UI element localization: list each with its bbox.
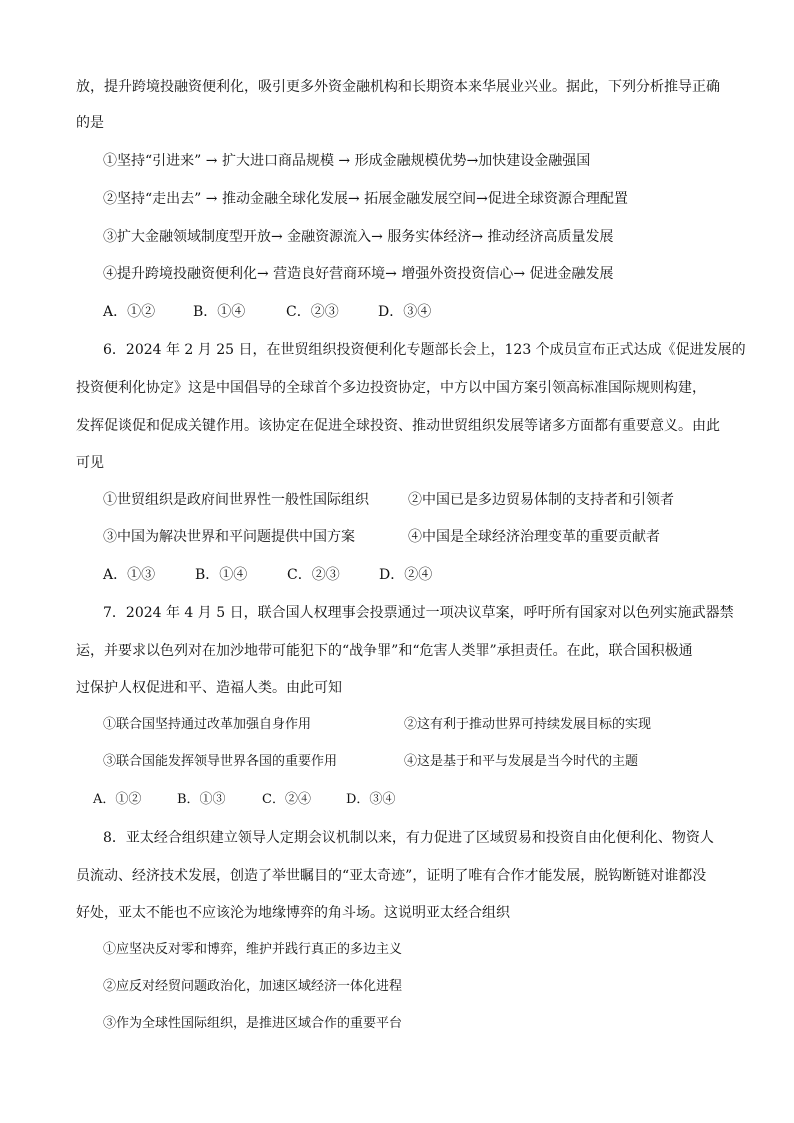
q6-statement-1: ①世贸组织是政府间世界性一般性国际组织 bbox=[103, 492, 369, 508]
q8-statement-2: ②应反对经贸问题政治化，加速区域经济一体化进程 bbox=[103, 979, 403, 994]
q7-statement-3: ③联合国能发挥领导世界各国的重要作用 bbox=[103, 754, 338, 769]
q5-option-c[interactable]: C．②③ bbox=[286, 304, 339, 320]
q7-option-b[interactable]: B．①③ bbox=[177, 792, 226, 807]
q5-statement-2: ②坚持“走出去” → 推动金融全球化发展→ 拓展金融发展空间→促进全球资源合理配置 bbox=[103, 191, 628, 207]
q6-statement-3: ③中国为解决世界和平问题提供中国方案 bbox=[103, 529, 355, 545]
q8-statement-3: ③作为全球性国际组织，是推进区域合作的重要平台 bbox=[103, 1016, 403, 1031]
q7-stem-line-2: 运，并要求以色列对在加沙地带可能犯下的“战争罪”和“危害人类罪”承担责任。在此，联合国积极通 bbox=[76, 643, 693, 659]
q5-statement-4: ④提升跨境投融资便利化→ 营造良好营商环境→ 增强外资投资信心→ 促进金融发展 bbox=[103, 266, 614, 282]
q6-stem-line-3: 发挥促谈促和促成关键作用。该协定在促进全球投资、推动世贸组织发展等诸多方面都有重要意义。由此 bbox=[76, 418, 720, 434]
q6-stem-line-4: 可见 bbox=[76, 455, 104, 471]
q5-statement-1: ①坚持“引进来” → 扩大进口商品规模 → 形成金融规模优势→加快建设金融强国 bbox=[103, 153, 591, 169]
q6-option-b[interactable]: B．①④ bbox=[195, 567, 248, 583]
q5-statement-3: ③扩大金融领域制度型开放→ 金融资源流入→ 服务实体经济→ 推动经济高质量发展 bbox=[103, 229, 614, 245]
q6-option-c[interactable]: C．②③ bbox=[287, 567, 340, 583]
q8-statement-1: ①应坚决反对零和博弈，维护并践行真正的多边主义 bbox=[103, 942, 403, 957]
q7-statement-2: ②这有利于推动世界可持续发展目标的实现 bbox=[404, 717, 652, 732]
q5-option-d[interactable]: D．③④ bbox=[378, 304, 432, 320]
q7-option-c[interactable]: C．②④ bbox=[262, 792, 311, 807]
q8-stem-line-3: 好处，亚太不能也不应该沦为地缘博弈的角斗场。这说明亚太经合组织 bbox=[76, 905, 510, 921]
q6-option-a[interactable]: A．①③ bbox=[103, 567, 156, 583]
q6-statement-2: ②中国已是多边贸易体制的支持者和引领者 bbox=[408, 492, 674, 508]
q7-options bbox=[93, 790, 493, 810]
q5-stem-line-1: 放，提升跨境投融资便利化，吸引更多外资金融机构和长期资本来华展业兴业。据此，下列分析推导正确 bbox=[76, 79, 720, 95]
q5-stem-line-2: 的是 bbox=[76, 115, 104, 131]
q6-stem-line-2: 投资便利化协定》这是中国倡导的全球首个多边投资协定，中方以中国方案引领高标准国际规则构建， bbox=[76, 380, 706, 396]
q5-option-a[interactable]: A．①② bbox=[103, 304, 156, 320]
q7-option-a[interactable]: A．①② bbox=[93, 792, 142, 807]
q5-options bbox=[103, 302, 503, 322]
q6-option-d[interactable]: D．②④ bbox=[379, 567, 433, 583]
q7-statement-1: ①联合国坚持通过改革加强自身作用 bbox=[103, 717, 312, 732]
q6-options bbox=[103, 565, 503, 585]
q8-stem-line-2: 员流动、经济技术发展，创造了举世瞩目的“亚太奇迹”，证明了唯有合作才能发展，脱钩断链对谁都没 bbox=[76, 868, 707, 884]
q7-statement-4: ④这是基于和平与发展是当今时代的主题 bbox=[404, 754, 639, 769]
q8-stem-line-1: 8．亚太经合组织建立领导人定期会议机制以来，有力促进了区域贸易和投资自由化便利化、物资人 bbox=[103, 830, 714, 846]
q5-option-b[interactable]: B．①④ bbox=[193, 304, 246, 320]
q6-statement-4: ④中国是全球经济治理变革的重要贡献者 bbox=[408, 529, 660, 545]
q7-stem-line-1: 7．2024 年 4 月 5 日，联合国人权理事会投票通过一项决议草案，呼吁所有国家对以色列实施武器禁 bbox=[103, 605, 734, 621]
q7-stem-line-3: 过保护人权促进和平、造福人类。由此可知 bbox=[76, 680, 342, 696]
q7-option-d[interactable]: D．③④ bbox=[346, 792, 396, 807]
q6-stem-line-1: 6．2024 年 2 月 25 日，在世贸组织投资便利化专题部长会上，123 个成员宣布正式达成《促进发展的 bbox=[103, 342, 746, 358]
